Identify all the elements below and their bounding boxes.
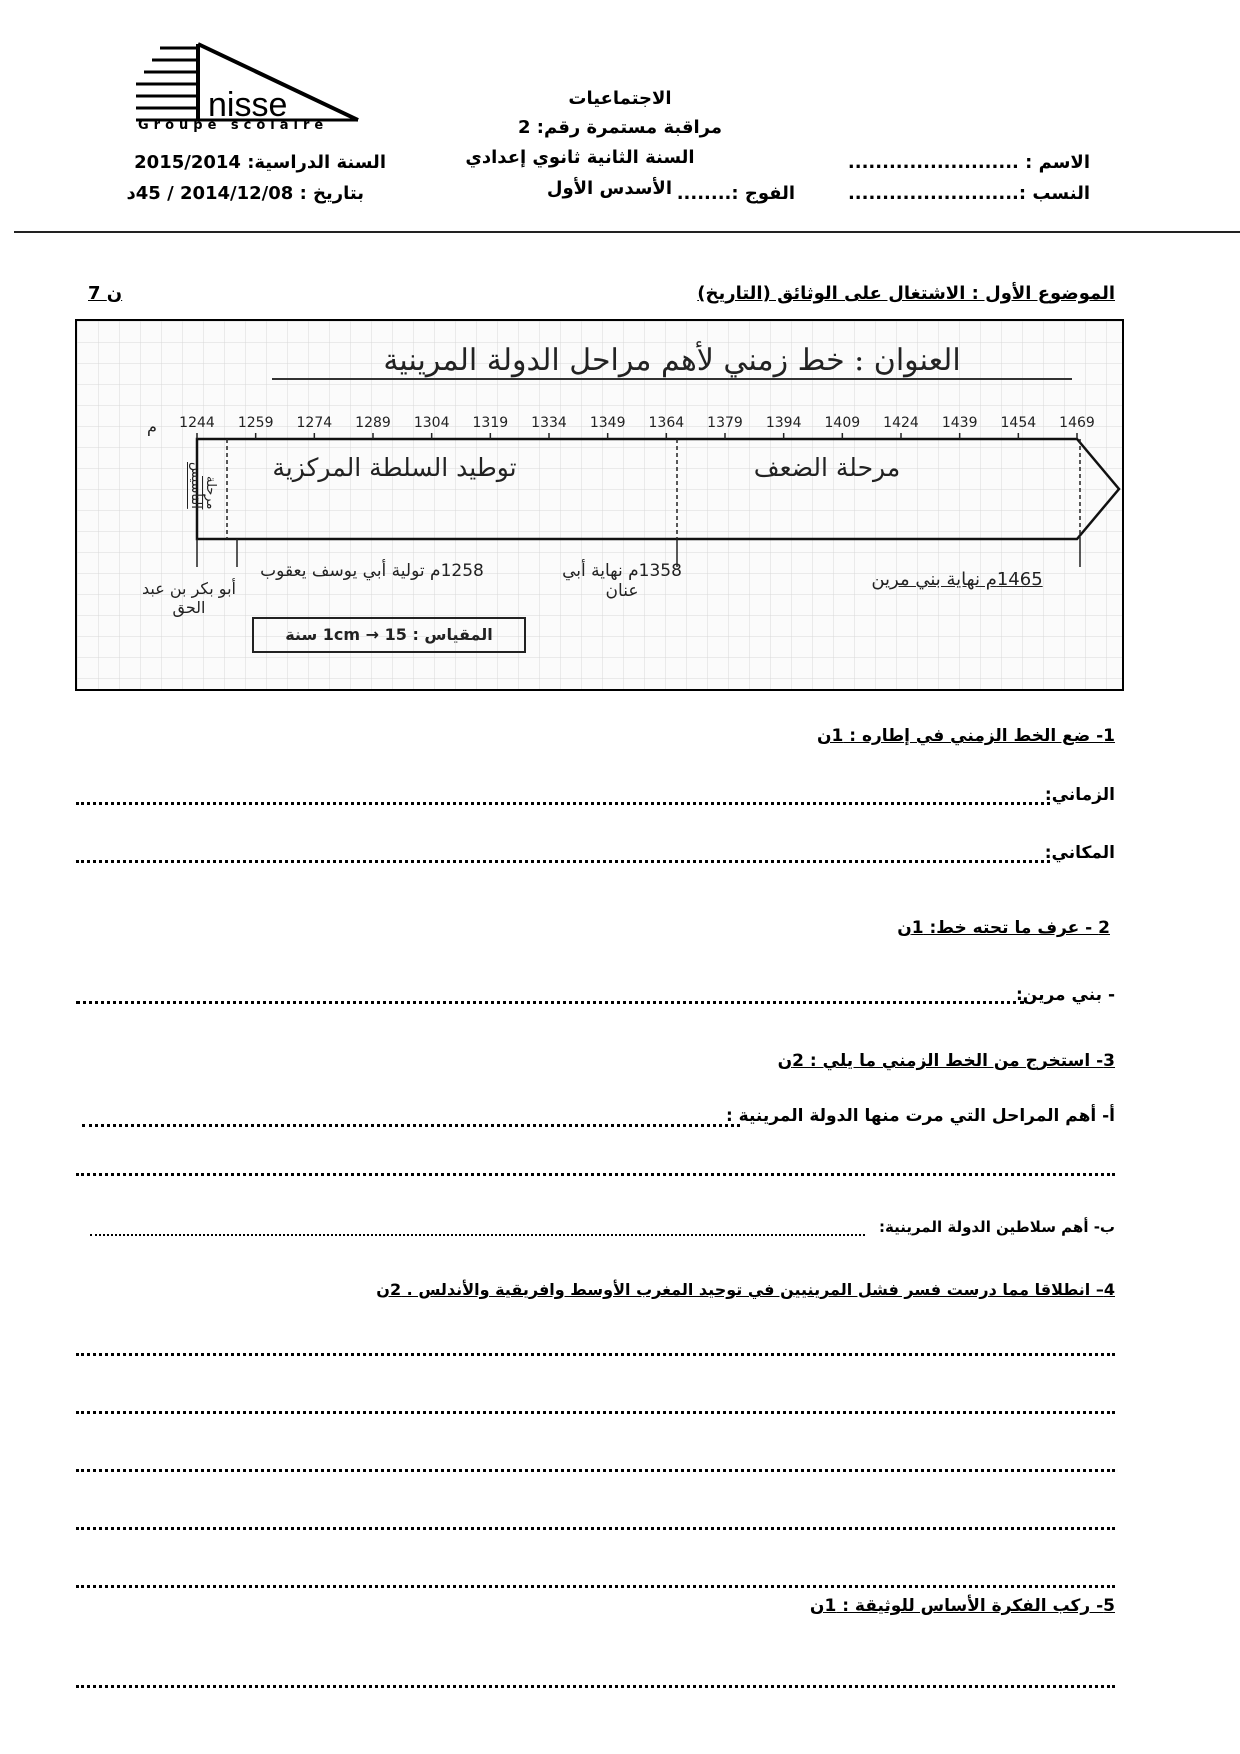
year-label-1409: 1409 xyxy=(824,415,861,431)
subject-title: الاجتماعيات xyxy=(568,88,672,109)
year-label-1349: 1349 xyxy=(589,415,626,431)
event-abu-yusuf: 1258م تولية أبي يوسف يعقوب xyxy=(260,561,484,581)
answer-line-4-2[interactable] xyxy=(76,1397,1115,1414)
semester-label: الأسدس الأول xyxy=(546,178,672,199)
year-label-1334: 1334 xyxy=(531,415,567,431)
year-label-1454: 1454 xyxy=(1000,415,1037,431)
exam-date: بتاريخ : 2014/12/08 / 45د xyxy=(126,183,364,204)
event-end-marinids: 1465م نهاية بني مرين xyxy=(871,569,1043,590)
topic-title: الموضوع الأول : الاشتغال على الوثائق (التاريخ) xyxy=(697,283,1115,304)
answer-line-1b[interactable] xyxy=(76,846,1050,863)
level-label: السنة الثانية ثانوي إعدادي xyxy=(465,147,695,168)
exam-title: مراقبة مستمرة رقم: 2 xyxy=(517,117,723,138)
year-label-1439: 1439 xyxy=(941,415,978,431)
answer-line-5[interactable] xyxy=(76,1671,1115,1688)
stage-decline: مرحلة الضعف xyxy=(753,453,901,482)
year-label-1289: 1289 xyxy=(355,415,391,431)
school-year: السنة الدراسية: 2015/2014 xyxy=(134,152,386,173)
year-label-1364: 1364 xyxy=(648,415,685,431)
student-family-field[interactable]: النسب :......................... xyxy=(847,183,1090,204)
question-3b: ب- أهم سلاطين الدولة المرينية: xyxy=(878,1218,1115,1236)
event-abu-bakr: أبو بكر بن عبد الحق xyxy=(142,579,236,617)
answer-line-4-1[interactable] xyxy=(76,1339,1115,1356)
year-label-1259: 1259 xyxy=(237,415,274,431)
question-2-marinids: - بني مرين: xyxy=(1016,985,1115,1005)
question-4: 4– انطلاقا مما درست فسر فشل المرينيين في توحيد المغرب الأوسط وافريقية والأندلس . 2ن xyxy=(376,1280,1115,1299)
year-label-1319: 1319 xyxy=(472,415,509,431)
group-field[interactable]: الفوج :........ xyxy=(676,183,795,204)
timeline-title: العنوان : خط زمني لأهم مراحل الدولة المرينية xyxy=(272,343,1072,380)
question-3a: أ- أهم المراحل التي مرت منها الدولة المرينية : xyxy=(725,1106,1115,1126)
stage-foundation: مرحلة التأسيس xyxy=(188,462,218,509)
answer-line-4-3[interactable] xyxy=(76,1455,1115,1472)
event-abu-inan: 1358م نهاية أبي عنان xyxy=(562,561,682,601)
question-3: 3- استخرج من الخط الزمني ما يلي : 2ن xyxy=(777,1051,1115,1071)
logo-text: nisse xyxy=(208,86,288,124)
answer-line-3a-2[interactable] xyxy=(76,1159,1115,1176)
year-label-1244: 1244 xyxy=(179,415,215,431)
answer-line-4-5[interactable] xyxy=(76,1571,1115,1588)
topic-points: 7 ن xyxy=(88,283,123,304)
question-2: 2 - عرف ما تحته خط: 1ن xyxy=(897,918,1110,938)
answer-line-3a-1[interactable] xyxy=(82,1110,740,1127)
school-logo xyxy=(128,40,368,135)
header-separator xyxy=(14,231,1240,233)
student-name-field[interactable]: الاسم : ......................... xyxy=(847,152,1090,173)
year-label-1274: 1274 xyxy=(296,415,333,431)
year-label-1469: 1469 xyxy=(1059,415,1095,431)
start-unit: م xyxy=(147,417,157,436)
logo-subtitle: Groupe scolaire xyxy=(138,118,329,133)
question-5: 5- ركب الفكرة الأساس للوثيقة : 1ن xyxy=(809,1596,1115,1616)
year-label-1304: 1304 xyxy=(413,415,450,431)
answer-line-1a[interactable] xyxy=(76,788,1050,805)
timeline-document xyxy=(75,319,1124,691)
stage-consolidation: توطيد السلطة المركزية xyxy=(272,453,517,482)
year-label-1379: 1379 xyxy=(707,415,743,431)
year-label-1424: 1424 xyxy=(883,415,919,431)
answer-line-2[interactable] xyxy=(76,987,1024,1004)
year-label-1394: 1394 xyxy=(765,415,802,431)
scale-box: المقياس : 1cm → 15 سنة xyxy=(252,617,526,653)
answer-line-3b[interactable] xyxy=(90,1220,865,1236)
answer-line-4-4[interactable] xyxy=(76,1513,1115,1530)
question-1: 1- ضع الخط الزمني في إطاره : 1ن xyxy=(816,726,1115,746)
question-1-time: الزماني: xyxy=(1044,785,1115,805)
question-1-place: المكاني: xyxy=(1044,843,1115,863)
